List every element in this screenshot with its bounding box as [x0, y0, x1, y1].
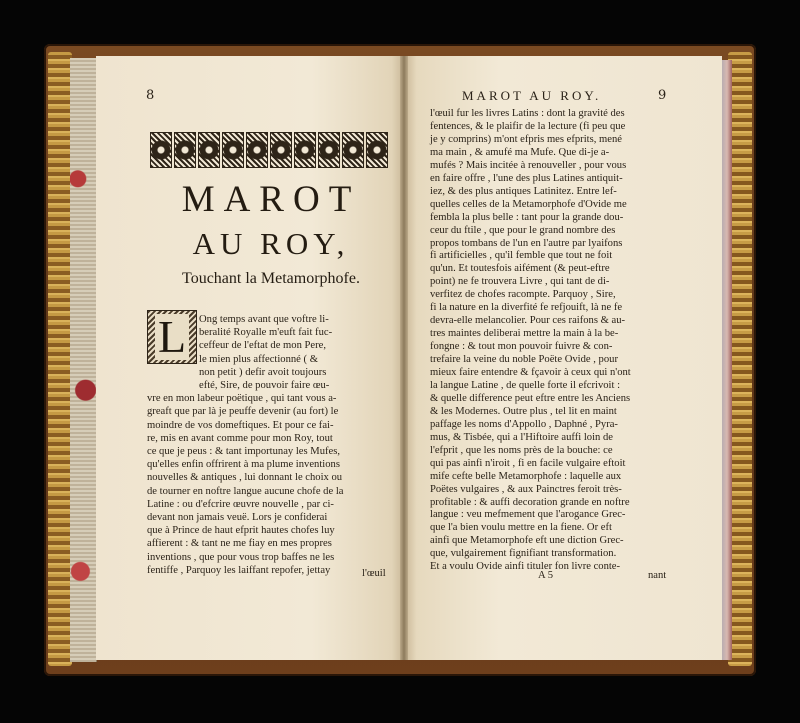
text-line: Et a voulu Ovide ainfi tituler fon livre conte-: [430, 561, 621, 573]
text-line: qu'un. Et toutesfois aifément (& peut-eftre: [430, 263, 610, 275]
page-number-left: 8: [146, 88, 155, 103]
text-line: greaft que par là je peuffe devenir (au fort) le: [147, 406, 339, 418]
page-number-right: 9: [658, 88, 667, 103]
text-line: tres maintes deliberai mettre la main à la be-: [430, 328, 619, 340]
text-line: ceffeur de l'eftat de mon Pere,: [199, 340, 327, 352]
text-line: je y comprins) m'ont efpris mes efprits, mené: [430, 133, 622, 145]
title-line-2: AU ROY,: [192, 226, 350, 261]
text-line: ma main , & amufé ma Mufe. Que di-je a-: [430, 146, 610, 158]
text-line: Ong temps avant que voftre li-: [199, 314, 329, 325]
text-line: verfitez de chofes racompte. Parquoy , Sire,: [430, 289, 616, 301]
signature-mark: A 5: [538, 570, 554, 581]
text-line: ceur du ftile , que pour le grand nombre des: [430, 224, 616, 236]
text-line: qu'elles enfin offrirent à ma plume inventions: [147, 459, 340, 471]
running-head: MAROT AU ROY.: [462, 88, 602, 103]
text-line: moindre de vos domeftiques. Et pour ce fai-: [147, 419, 334, 431]
text-line: trefaire la veine du noble Poëte Ovide , pour: [430, 354, 618, 366]
title-line-1: MAROT: [181, 179, 361, 220]
text-line: mufés ? Mais incitée à renouveller , pour vous: [430, 159, 627, 171]
text-line: propos tombans de l'un en l'autre par lyaifons: [430, 237, 623, 249]
text-line: en faire offre , l'une des plus Latines antiquit-: [430, 172, 623, 184]
text-line: profitable : & auffi decoration grande en noftre: [430, 496, 630, 508]
headpiece-ornament: [150, 132, 388, 166]
text-line: affierent : & tant ne me fiay en mes propres: [147, 538, 332, 550]
text-line: quelles celles de la Metamorphofe d'Ovide me: [430, 198, 627, 210]
text-line: qui pas ainfi n'iroit , fi en facile vulgaire eftoit: [430, 457, 626, 469]
text-line: ce que je peus : & tant importunay les Mufes,: [147, 446, 340, 457]
text-line: paffage les noms d'Appollo , Daphné , Pyra-: [430, 418, 618, 430]
drop-cap-letter: L: [155, 314, 189, 360]
text-line: iez, & des plus antiques Latinitez. Entre lef-: [430, 185, 617, 197]
text-line: & quelle difference peut eftre entre les Anciens: [430, 392, 631, 404]
text-line: & les Modernes. Outre plus , tel lit en maint: [430, 405, 617, 417]
text-line: vre en mon labeur poëtique , qui tant vous a-: [147, 393, 337, 405]
text-line: inventions , que pour vous trop baffes ne les: [147, 551, 335, 563]
text-line: l'œuil fur les livres Latins : dont la gravité des: [430, 108, 625, 119]
text-line: beralité Royalle m'euft fait fuc-: [199, 327, 333, 339]
text-line: nouvelles & antiques , lui donnant le choix ou: [147, 472, 343, 484]
decorated-initial: [147, 310, 197, 364]
text-line: re, mis en avant comme pour mon Roy, tout: [147, 432, 333, 444]
text-line: le mien plus affectionné ( &: [199, 353, 318, 365]
text-line: ainfi que Metamorphofe eft une diction Grec-: [430, 535, 624, 547]
text-line: fentiffe , Parquoy les laiffant repofer, jettay: [147, 564, 331, 576]
subtitle: Touchant la Metamorphofe.: [182, 270, 360, 287]
gilt-edge-left: [48, 52, 72, 666]
text-line: devra-elle melancolier. Pour ces raifons & au-: [430, 315, 626, 327]
text-line: non petit ) defir avoit toujours: [199, 366, 327, 378]
text-line: fongne : & tout mon pouvoir fuivre & con-: [430, 341, 613, 353]
text-line: mieux faire entendre & fçavoir à ceux qui n'ont: [430, 367, 631, 378]
text-line: que, vulgairement fignifiant transformation.: [430, 548, 617, 560]
text-line: fembla la plus belle : tant pour la grande dou-: [430, 211, 624, 223]
text-line: Poëtes vulgaires , & aux Painctres feroit très-: [430, 483, 622, 495]
text-line: langue : veu mefmement que l'arogance Grec-: [430, 509, 626, 521]
page-edges-left: [70, 58, 97, 662]
text-line: la langue Latine , de quelle forte il efcrivoit :: [430, 379, 621, 391]
text-line: fentences, & le plaifir de la lecture (fi peu que: [430, 120, 626, 132]
text-line: que l'a bien voulu mettre en la fiene. Or eft: [430, 522, 612, 534]
text-line: efté, Sire, de pouvoir faire œu-: [199, 380, 330, 391]
text-line: l'efprit , que les noms près de la bouche: ce: [430, 444, 613, 456]
text-line: point) ne fe trouvera Livre , qui tant de di-: [430, 276, 610, 288]
book-gutter: [400, 56, 408, 660]
page-edges-right: [722, 60, 732, 660]
text-line: de tourner en noftre langue aucune chofe de la: [147, 485, 344, 497]
text-line: mus, & Tisbée, qui a l'Hiftoire auffi loin de: [430, 431, 613, 443]
text-line: Latine : ou d'efcrire œuvre nouvelle , par ci-: [147, 498, 334, 510]
text-line: que à Prince de haut efprit hautes chofes luy: [147, 525, 335, 537]
catchword-right: nant: [648, 570, 667, 581]
catchword-left: l'œuil: [362, 568, 386, 579]
text-line: fi la nature en la diverfité fe refjouift, là ne fe: [430, 302, 623, 314]
text-line: devant non jamais veuë. Lors je confiderai: [147, 512, 328, 523]
text-line: mife cefte belle Metamorphofe : laquelle aux: [430, 470, 622, 482]
text-line: fi artificielles , qu'il femble que tout ne foit: [430, 250, 613, 262]
